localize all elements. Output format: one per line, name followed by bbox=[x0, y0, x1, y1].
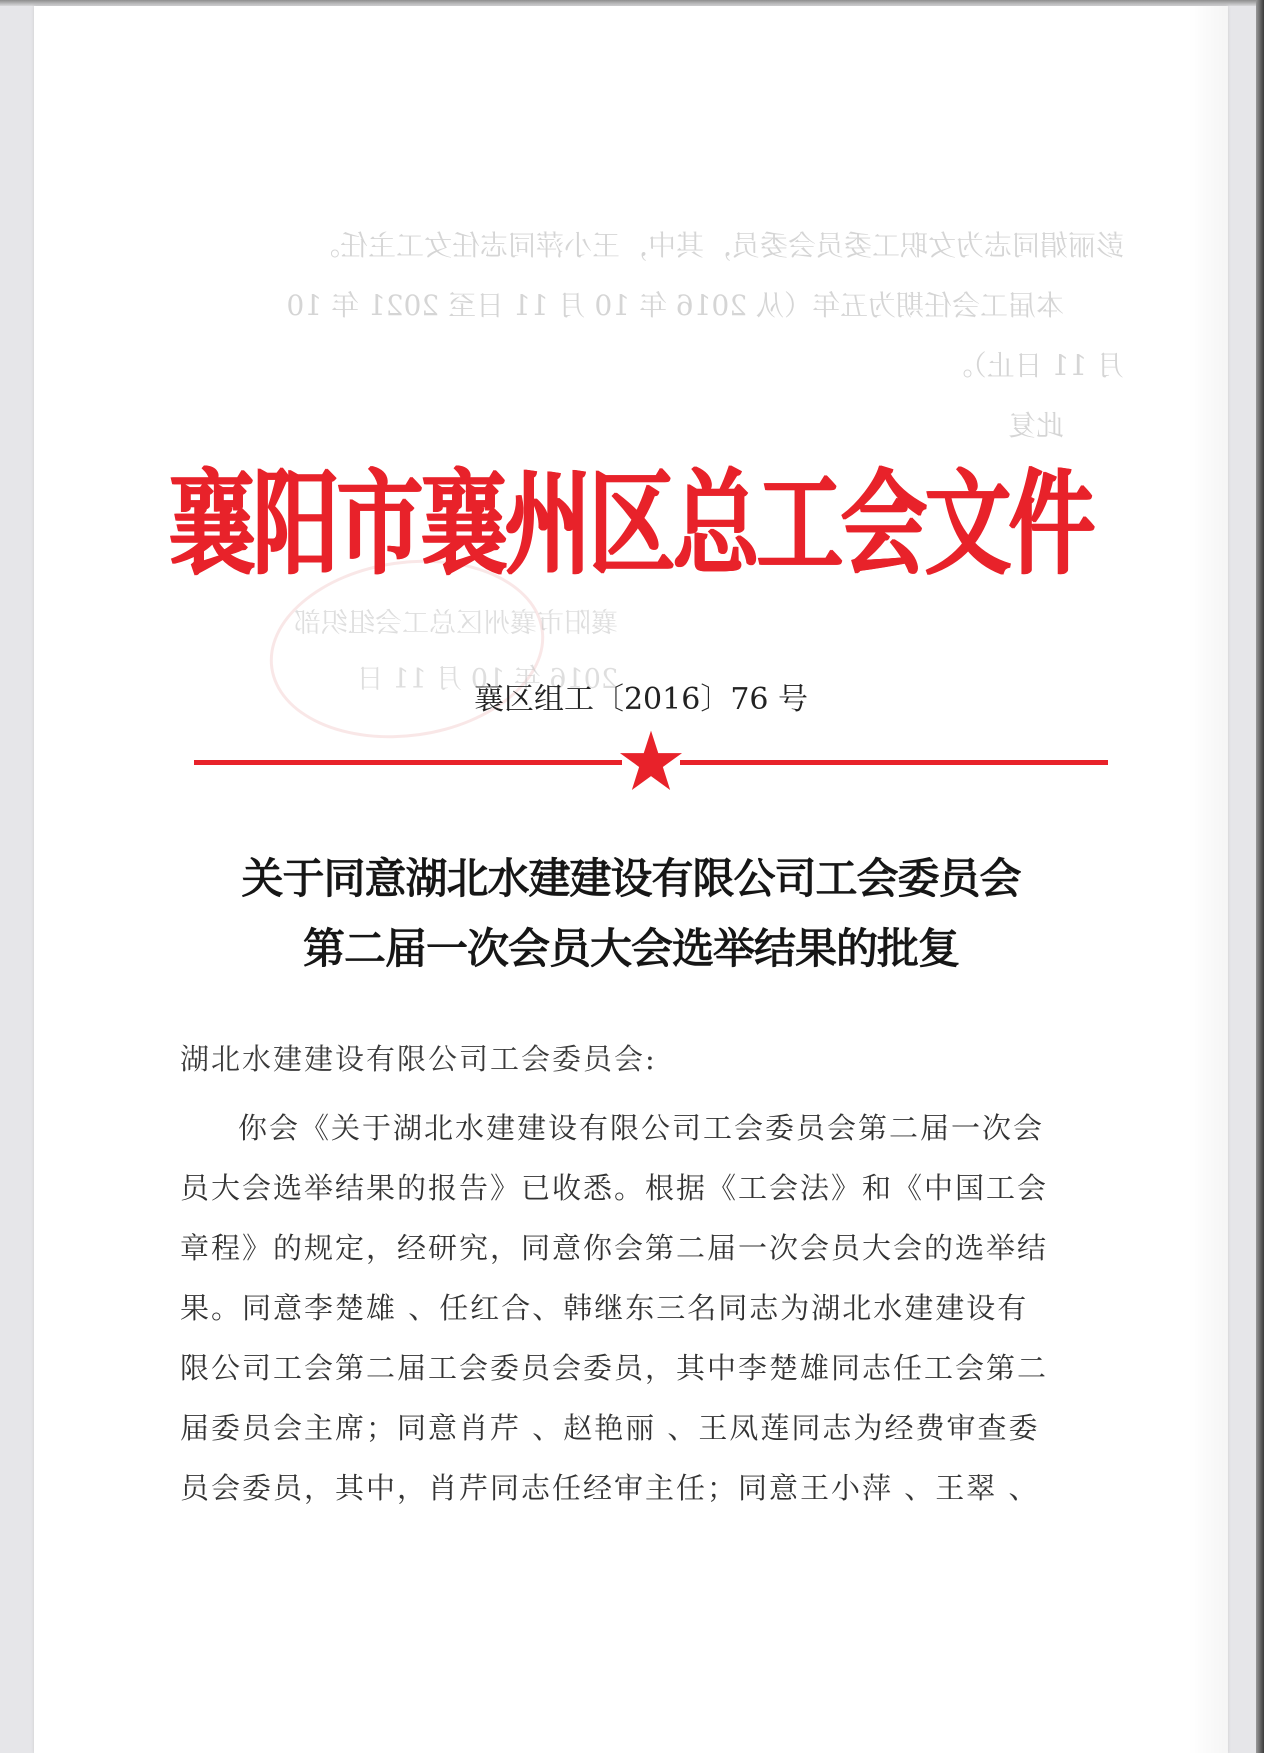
bleed-line: 彭丽娟同志为女职工委员会委员，其中，王小萍同志任女工主任。 bbox=[311, 229, 1124, 262]
bleed-line: 本届工会任期为五年（从 2016 年 10 月 11 日至 2021 年 10 bbox=[286, 289, 1064, 322]
document-masthead: 襄阳市襄州区总工会文件 bbox=[169, 457, 1093, 592]
bleed-through-text bbox=[184, 216, 1124, 456]
red-rule-right bbox=[680, 760, 1108, 765]
body-line: 你会《关于湖北水建建设有限公司工会委员会第二届一次会 bbox=[238, 1111, 1045, 1145]
document-body bbox=[180, 1098, 1130, 1518]
red-rule-left bbox=[194, 760, 622, 765]
body-line: 届委员会主席；同意肖芹 、赵艳丽 、王凤莲同志为经费审查委 bbox=[180, 1411, 1040, 1445]
bleed-signature-date: 2016 年 10 月 11 日 bbox=[356, 664, 618, 695]
scanner-right-edge bbox=[1256, 0, 1264, 1753]
body-line: 员会委员，其中，肖芹同志任经审主任；同意王小萍 、王翠 、 bbox=[180, 1471, 1040, 1505]
body-line: 员大会选举结果的报告》已收悉。根据《工会法》和《中国工会 bbox=[180, 1171, 1049, 1205]
salutation: 湖北水建建设有限公司工会委员会: bbox=[180, 1042, 657, 1076]
page-shade bbox=[1188, 6, 1228, 1753]
bleed-signature-org: 襄阳市襄州区总工会组织部 bbox=[294, 608, 618, 639]
document-number: 襄区组工〔2016〕76 号 bbox=[473, 682, 809, 717]
document-title-line: 第二届一次会员大会选举结果的批复 bbox=[302, 924, 959, 973]
body-line: 限公司工会第二届工会委员会委员，其中李楚雄同志任工会第二 bbox=[180, 1351, 1049, 1385]
bleed-line: 此复 bbox=[1007, 409, 1064, 442]
body-line: 章程》的规定，经研究，同意你会第二届一次会员大会的选举结 bbox=[180, 1231, 1049, 1265]
red-star-icon bbox=[618, 728, 684, 794]
bleed-line: 月 11 日止）。 bbox=[944, 349, 1124, 382]
document-page bbox=[34, 6, 1228, 1753]
document-title-line: 关于同意湖北水建建设有限公司工会委员会 bbox=[241, 854, 1021, 903]
body-line: 果。同意李楚雄 、任红合、韩继东三名同志为湖北水建建设有 bbox=[180, 1291, 1029, 1325]
